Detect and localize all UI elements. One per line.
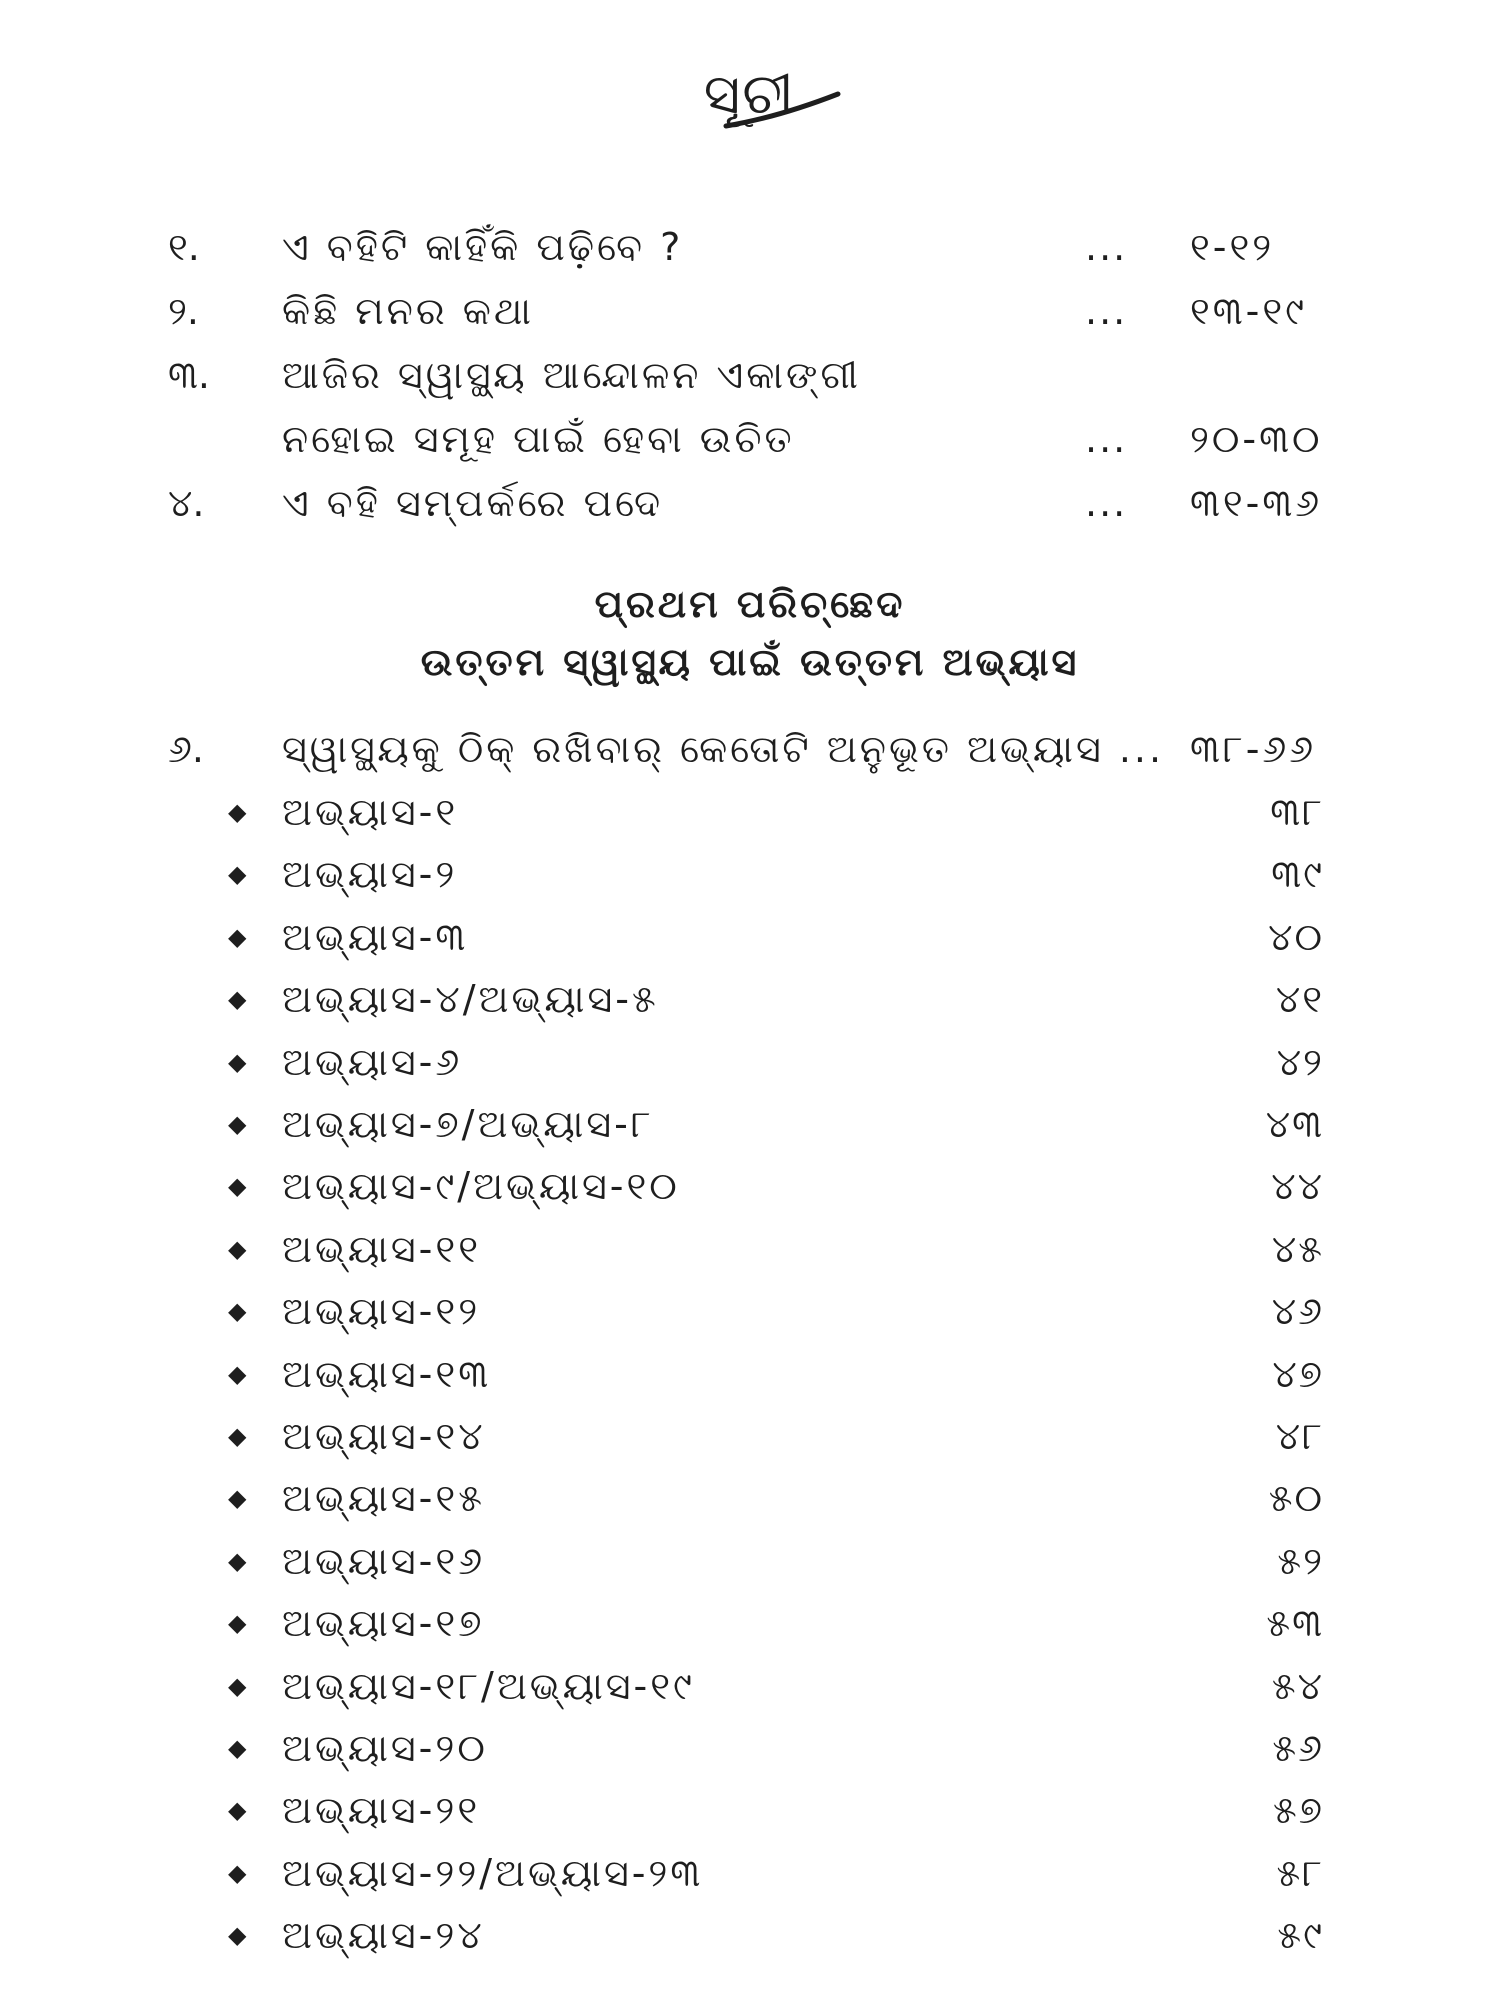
chapter-subheading: ଉତ୍ତମ ସ୍ୱାସ୍ଥ୍ୟ ପାଇଁ ଉତ୍ତମ ଅଭ୍ୟାସ — [420, 640, 1080, 684]
exercise-entry — [0, 908, 1500, 966]
exercise-entry — [0, 1906, 1500, 1964]
exercise-entry — [0, 783, 1500, 841]
entry-pages: ୩୧-୩୬ — [1190, 481, 1323, 525]
toc-entry-continuation — [0, 410, 1500, 468]
exercise-label: ଅଭ୍ୟାସ-୧୫ — [282, 1476, 485, 1521]
exercise-page: ୪୩ — [1265, 1102, 1324, 1146]
exercise-entry — [0, 1657, 1500, 1715]
exercise-page: ୪୨ — [1276, 1039, 1324, 1084]
exercise-entry — [0, 970, 1500, 1028]
entry-number: ୩. — [168, 353, 210, 397]
exercise-entry — [0, 1781, 1500, 1839]
entry-leader: ... — [1085, 481, 1128, 525]
exercise-label: ଅଭ୍ୟାସ-୧୭ — [282, 1601, 485, 1646]
entry-title: ସ୍ୱାସ୍ଥ୍ୟକୁ ଠିକ୍ ରଖିବାର୍ କେତୋଟି ଅନୁଭୂତ ଅଭ୍ୟାସ ... — [282, 727, 1165, 771]
diamond-bullet-icon: ◆ — [228, 1234, 247, 1263]
exercise-page: ୪୭ — [1272, 1351, 1324, 1396]
toc-entry — [0, 346, 1500, 404]
exercise-label: ଅଭ୍ୟାସ-୧୧ — [282, 1226, 481, 1271]
diamond-bullet-icon: ◆ — [228, 1047, 247, 1076]
page-title: ସୂଚୀ — [703, 62, 797, 127]
exercise-label: ଅଭ୍ୟାସ-୨୨/ଅଭ୍ୟାସ-୨୩ — [282, 1850, 704, 1895]
exercise-page: ୫୯ — [1277, 1913, 1324, 1958]
entry-title-line2: ନହୋଇ ସମୂହ ପାଇଁ ହେବା ଉଚିତ — [282, 417, 795, 461]
exercise-label: ଅଭ୍ୟାସ-୧୮/ଅଭ୍ୟାସ-୧୯ — [282, 1663, 695, 1708]
chapter-heading: ପ୍ରଥମ ପରିଚ୍ଛେଦ — [594, 582, 906, 626]
exercise-label: ଅଭ୍ୟାସ-୨୪ — [282, 1913, 485, 1958]
exercise-page: ୫୮ — [1276, 1850, 1324, 1895]
diamond-bullet-icon: ◆ — [228, 798, 247, 826]
entry-number: ୬. — [168, 727, 204, 771]
exercise-entry — [0, 1157, 1500, 1215]
exercise-label: ଅଭ୍ୟାସ-୧ — [282, 790, 459, 834]
exercise-page: ୩୮ — [1270, 790, 1324, 834]
exercise-entry — [0, 1407, 1500, 1465]
exercise-page: ୪୦ — [1268, 914, 1324, 959]
exercise-entry — [0, 1220, 1500, 1278]
exercise-label: ଅଭ୍ୟାସ-୧୨ — [282, 1289, 481, 1334]
entry-leader: ... — [1085, 417, 1128, 461]
exercise-entry — [0, 1345, 1500, 1403]
diamond-bullet-icon: ◆ — [228, 1609, 247, 1638]
entry-title: ଏ ବହିଟି କାହିଁକି ପଢ଼ିବେ ? — [282, 225, 684, 269]
exercise-page: ୪୮ — [1275, 1414, 1324, 1458]
entry-title: କିଛି ମନର କଥା — [282, 289, 534, 333]
exercise-page: ୫୭ — [1273, 1788, 1324, 1833]
exercise-label: ଅଭ୍ୟାସ-୨ — [282, 852, 458, 897]
exercise-entry — [0, 845, 1500, 903]
exercise-entry — [0, 1469, 1500, 1527]
diamond-bullet-icon: ◆ — [228, 1734, 247, 1762]
exercise-page: ୫୬ — [1272, 1726, 1324, 1770]
title-underline-stroke — [722, 90, 842, 130]
exercise-page: ୩୯ — [1271, 852, 1324, 897]
exercise-label: ଅଭ୍ୟାସ-୪/ଅଭ୍ୟାସ-୫ — [282, 977, 659, 1022]
exercise-page: ୪୧ — [1275, 977, 1324, 1022]
diamond-bullet-icon: ◆ — [228, 1172, 247, 1201]
entry-title: ଏ ବହି ସମ୍ପର୍କରେ ପଦେ — [282, 481, 664, 525]
exercise-entry — [0, 1033, 1500, 1091]
entry-pages: ୨୦-୩୦ — [1190, 417, 1323, 461]
exercise-page: ୫୪ — [1271, 1663, 1324, 1708]
exercise-entry — [0, 1719, 1500, 1777]
exercise-label: ଅଭ୍ୟାସ-୬ — [282, 1039, 463, 1084]
diamond-bullet-icon: ◆ — [228, 1546, 247, 1575]
exercise-page: ୫୦ — [1268, 1476, 1324, 1521]
exercise-page: ୪୬ — [1271, 1289, 1324, 1334]
exercise-label: ଅଭ୍ୟାସ-୩ — [282, 914, 469, 959]
exercise-entry — [0, 1095, 1500, 1153]
entry-title: ଆଜିର ସ୍ୱାସ୍ଥ୍ୟ ଆନ୍ଦୋଳନ ଏକାଙ୍ଗୀ — [282, 353, 861, 397]
diamond-bullet-icon: ◆ — [228, 1858, 247, 1887]
toc-entry — [0, 282, 1500, 340]
exercise-page: ୫୩ — [1266, 1601, 1324, 1646]
exercise-label: ଅଭ୍ୟାସ-୧୩ — [282, 1351, 492, 1396]
toc-entry — [0, 474, 1500, 532]
exercise-entry — [0, 1282, 1500, 1340]
diamond-bullet-icon: ◆ — [228, 1359, 247, 1388]
exercise-label: ଅଭ୍ୟାସ-୨୧ — [282, 1788, 481, 1833]
entry-pages: ୧-୧୨ — [1190, 225, 1275, 269]
diamond-bullet-icon: ◆ — [228, 985, 247, 1014]
diamond-bullet-icon: ◆ — [228, 1422, 247, 1450]
exercise-label: ଅଭ୍ୟାସ-୧୬ — [282, 1538, 486, 1583]
entry-pages: ୩୮-୬୬ — [1190, 727, 1317, 771]
diamond-bullet-icon: ◆ — [228, 1110, 247, 1138]
entry-leader: ... — [1085, 289, 1128, 333]
entry-leader: ... — [1085, 225, 1128, 269]
diamond-bullet-icon: ◆ — [228, 1297, 247, 1326]
diamond-bullet-icon: ◆ — [228, 1484, 247, 1513]
exercise-label: ଅଭ୍ୟାସ-୯/ଅଭ୍ୟାସ-୧୦ — [282, 1164, 680, 1209]
diamond-bullet-icon: ◆ — [228, 860, 247, 889]
exercise-page: ୪୫ — [1271, 1226, 1324, 1271]
diamond-bullet-icon: ◆ — [228, 1796, 247, 1825]
diamond-bullet-icon: ◆ — [228, 1671, 247, 1700]
toc-entry — [0, 720, 1500, 778]
toc-entry — [0, 218, 1500, 276]
entry-number: ୧. — [168, 225, 200, 269]
diamond-bullet-icon: ◆ — [228, 1921, 247, 1950]
entry-number: ୨. — [168, 289, 200, 333]
exercise-label: ଅଭ୍ୟାସ-୧୪ — [282, 1414, 486, 1458]
entry-number: ୪. — [168, 481, 205, 525]
exercise-page: ୫୨ — [1277, 1538, 1324, 1583]
exercise-entry — [0, 1844, 1500, 1902]
exercise-entry — [0, 1532, 1500, 1590]
entry-pages: ୧୩-୧୯ — [1190, 289, 1308, 333]
exercise-entry — [0, 1594, 1500, 1652]
diamond-bullet-icon: ◆ — [228, 922, 247, 951]
exercise-label: ଅଭ୍ୟାସ-୨୦ — [282, 1726, 488, 1770]
exercise-label: ଅଭ୍ୟାସ-୭/ଅଭ୍ୟାସ-୮ — [282, 1102, 654, 1146]
exercise-page: ୪୪ — [1271, 1164, 1324, 1209]
